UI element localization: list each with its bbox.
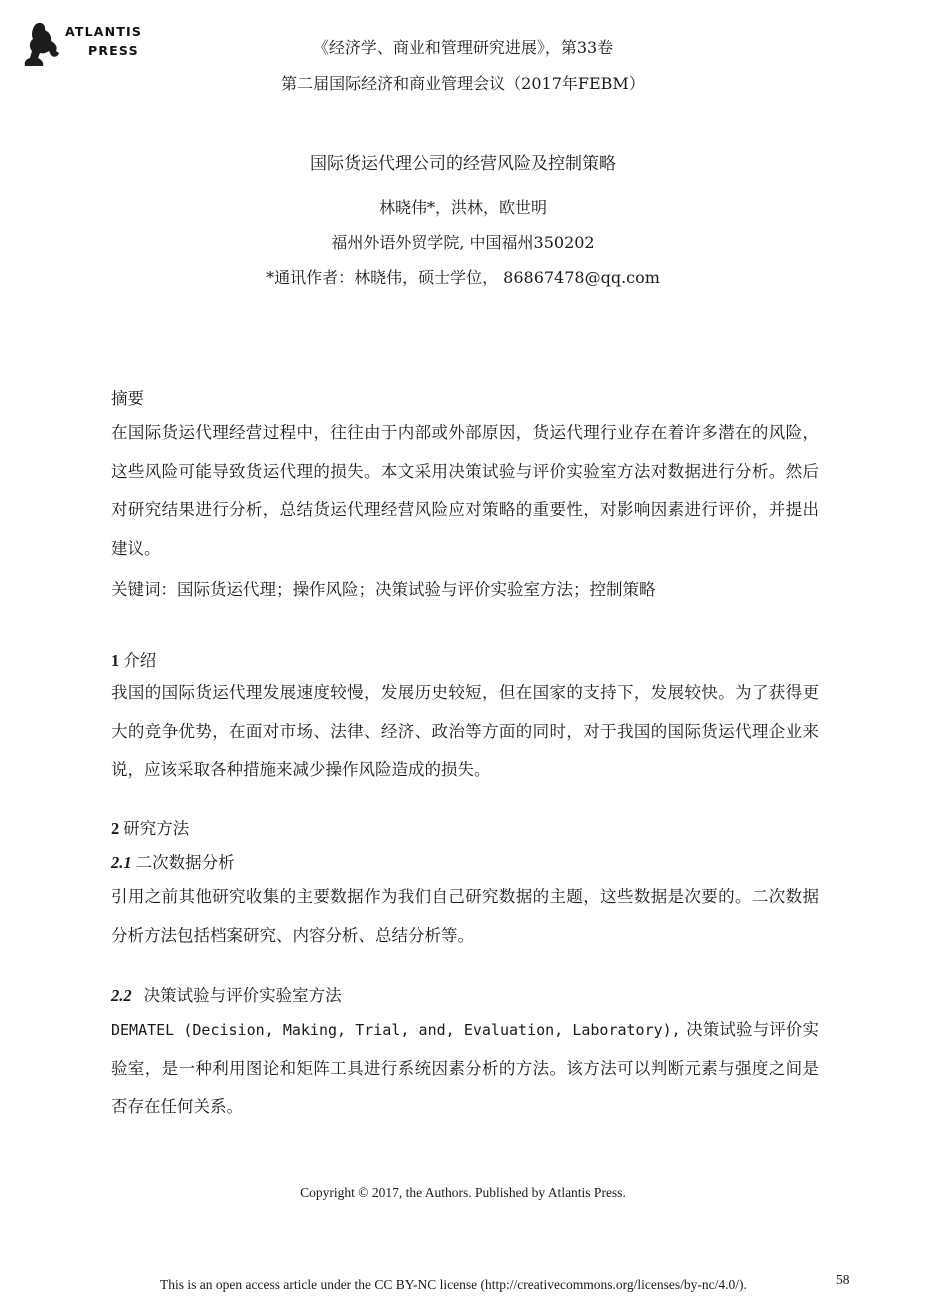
paper-affiliation: 福州外语外贸学院, 中国福州350202 xyxy=(331,233,595,252)
section-2-2-body: 决策试验与评价实验室，是一种利用图论和矩阵工具进行系统因素分析的方法。该方法可以判断元素与强度之间是否存在任何关系。 xyxy=(111,1020,819,1116)
section-2-1-text: 引用之前其他研究收集的主要数据作为我们自己研究数据的主题，这些数据是次要的。二次数据分析方法包括档案研究、内容分析、总结分析等。 xyxy=(111,887,819,945)
logo-text-atlantis: ATLANTIS xyxy=(65,24,143,39)
paper-authors: 林晓伟*，洪林，欧世明 xyxy=(378,198,547,217)
section-title: 研究方法 xyxy=(123,819,190,838)
abstract-text: 在国际货运代理经营过程中，往往由于内部或外部原因，货运代理行业存在着许多潜在的风险，这些风险可能导致货运代理的损失。本文采用决策试验与评价实验室方法对数据进行分析。然后对研究结果进行分析，总结货运代理经营风险应对策略的重要性，对影响因素进行评价，并提出建议。 xyxy=(111,423,819,558)
section-title: 介绍 xyxy=(123,651,157,670)
section-title: 二次数据分析 xyxy=(135,853,235,872)
section-2-2-text xyxy=(111,1011,819,1127)
paper-title: 国际货运代理公司的经营风险及控制策略 xyxy=(310,154,616,174)
section-title: 决策试验与评价实验室方法 xyxy=(143,986,342,1005)
section-2-1-heading xyxy=(111,850,235,876)
abstract-heading: 摘要 xyxy=(111,389,144,408)
license-notice: This is an open access article under the CC BY-NC license (http://creativecommons.org/licenses/by-nc/4.0/). xyxy=(160,1277,747,1292)
section-1-text: 我国的国际货运代理发展速度较慢，发展历史较短，但在国家的支持下，发展较快。为了获得更大的竞争优势，在面对市场、法律、经济、政治等方面的同时，对于我国的国际货运代理企业来说，应该采取各种措施来减少操作风险造成的损失。 xyxy=(111,683,819,779)
section-2-2-heading xyxy=(111,983,342,1009)
dematel-expansion: DEMATEL (Decision, Making, Trial, and, Evaluation, Laboratory), xyxy=(111,1021,681,1039)
section-number: 2 xyxy=(111,819,120,838)
section-number: 1 xyxy=(111,651,120,670)
conference-header: 第二届国际经济和商业管理会议（2017年FEBM） xyxy=(281,74,645,93)
logo-text-press: PRESS xyxy=(88,43,139,58)
section-1-heading xyxy=(111,648,156,674)
section-number: 2.1 xyxy=(111,853,132,872)
copyright-notice: Copyright © 2017, the Authors. Published by Atlantis Press. xyxy=(300,1185,626,1200)
journal-header: 《经济学、商业和管理研究进展》，第33卷 xyxy=(312,38,614,57)
section-number: 2.2 xyxy=(111,986,132,1005)
keywords: 关键词：国际货运代理；操作风险；决策试验与评价实验室方法；控制策略 xyxy=(111,580,656,599)
corresponding-author: *通讯作者：林晓伟，硕士学位， 86867478@qq.com xyxy=(266,268,660,287)
section-2-heading xyxy=(111,816,189,842)
page-number: 58 xyxy=(836,1272,850,1287)
